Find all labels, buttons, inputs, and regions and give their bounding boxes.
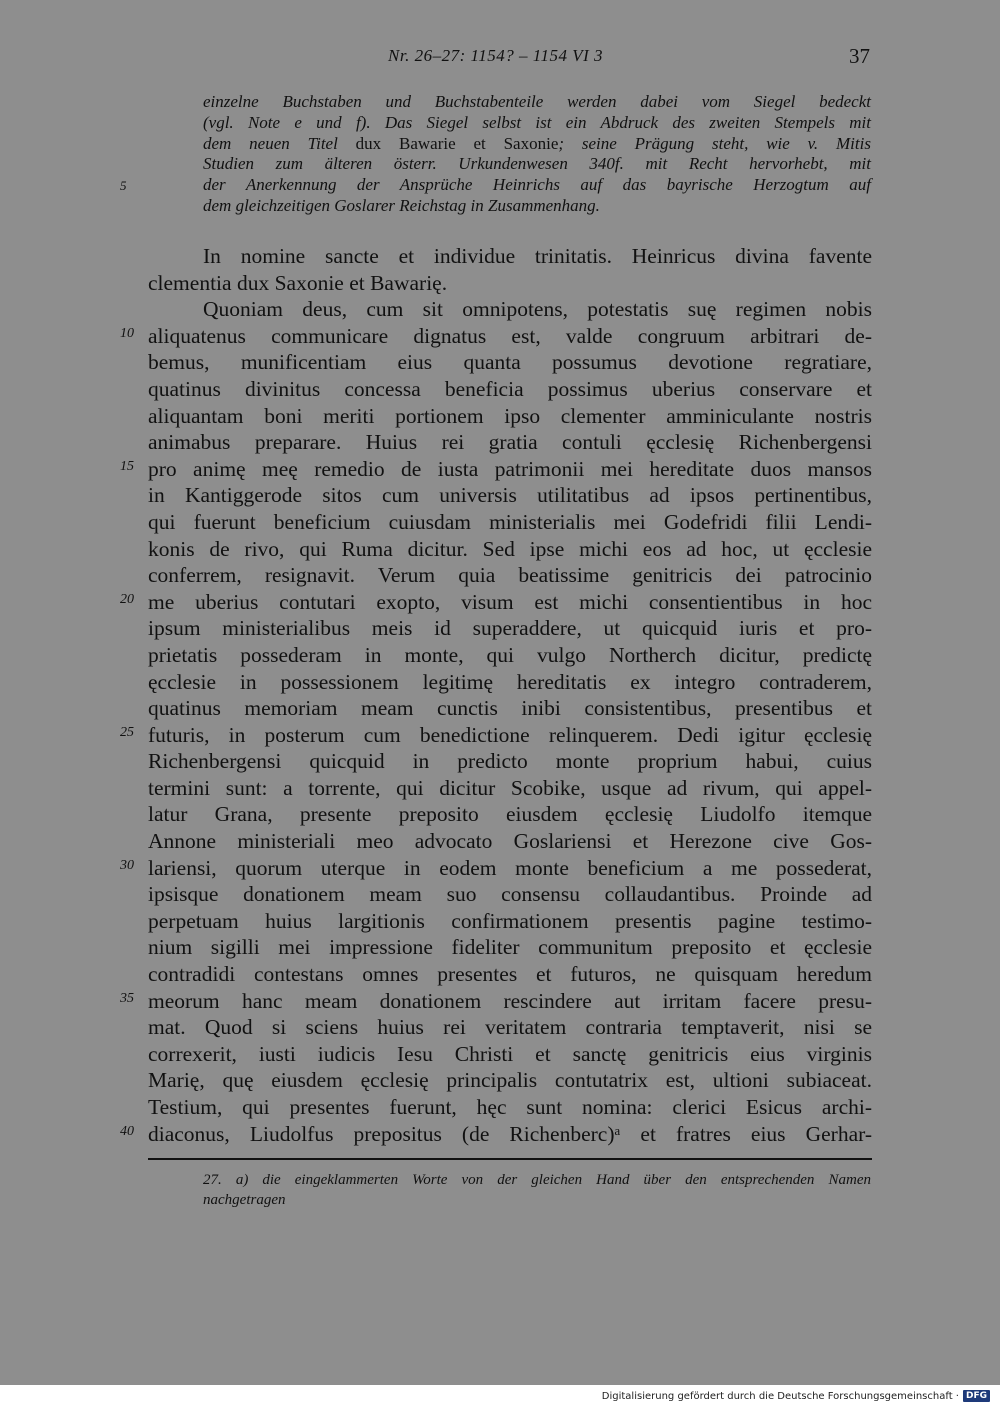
- text-line: quatinus memoriam meam cunctis inibi consistentibus, presentibus et: [148, 696, 872, 721]
- line-number: 20: [120, 592, 134, 607]
- text-line: clementia dux Saxonie et Bawarię.: [148, 270, 448, 295]
- text-line: futuris, in posterum cum benedictione relinquerem. Dedi igitur ęcclesię: [148, 722, 872, 747]
- page-number: 37: [849, 44, 870, 68]
- digitization-credit: [602, 1390, 990, 1402]
- text-line: conferrem, resignavit. Verum quia beatissime genitricis dei patrocinio: [148, 563, 872, 588]
- text-line: meorum hanc meam donationem rescindere aut irritam facere presu-: [148, 988, 872, 1013]
- text-line: lariensi, quorum uterque in eodem monte beneficium a me possederat,: [148, 855, 872, 880]
- footnote-line: 27. a) die eingeklammerten Worte von der gleichen Hand über den entsprechenden Namen: [203, 1172, 871, 1188]
- intro-line: dem neuen Titel dux Bawarie et Saxonie; seine Prägung steht, wie v. Mitis: [203, 133, 871, 153]
- text-line: Quoniam deus, cum sit omnipotens, potestatis suę regimen nobis: [203, 297, 872, 322]
- running-head: Nr. 26–27: 1154? – 1154 VI 3: [388, 46, 604, 65]
- line-number: 25: [120, 725, 134, 740]
- text-line: pro animę meę remedio de iusta patrimonii mei hereditate duos mansos: [148, 456, 872, 481]
- dfg-logo: DFG: [963, 1390, 990, 1402]
- text-line: Richenbergensi quicquid in predicto monte proprium habui, cuius: [148, 749, 872, 774]
- line-number: 30: [120, 858, 134, 873]
- text-line: Marię, quę eiusdem ęcclesię principalis contutatrix est, ultioni subiaceat.: [148, 1068, 872, 1093]
- text-line: mat. Quod si sciens huius rei veritatem contraria temptaverit, nisi se: [148, 1015, 872, 1040]
- intro-line-number: 5: [120, 178, 127, 193]
- text-line: ęcclesie in possessionem legitimę hereditatis ex integro contraderem,: [148, 669, 872, 694]
- text-line: termini sunt: a torrente, qui dicitur Scobike, usque ad rivum, qui appel-: [148, 775, 872, 800]
- text-line: correxerit, iusti iudicis Iesu Christi et sanctę genitricis eius virginis: [148, 1041, 872, 1066]
- text-line: quatinus divinitus concessa beneficia possimus uberius conservare et: [148, 376, 872, 401]
- text-line: Annone ministeriali meo advocato Goslariensi et Herezone cive Gos-: [148, 829, 872, 854]
- text-line: In nomine sancte et individue trinitatis. Heinricus divina favente: [203, 244, 872, 268]
- text-line: prietatis possederam in monte, qui vulgo Northerch dicitur, predictę: [148, 642, 872, 667]
- credit-text: Digitalisierung gefördert durch die Deutsche Forschungsgemeinschaft ·: [601, 1390, 959, 1402]
- line-number: 40: [120, 1124, 134, 1139]
- intro-line: (vgl. Note e und f). Das Siegel selbst ist ein Abdruck des zweiten Stempels mit: [203, 112, 871, 132]
- text-line: aliquantam boni meriti portionem ipso clementer amminiculante nostris: [148, 403, 872, 428]
- footnote-line: nachgetragen: [203, 1192, 286, 1208]
- text-line: bemus, munificentiam eius quanta possumus devotione regratiare,: [148, 350, 872, 375]
- intro-note: [203, 92, 871, 217]
- text-line: diaconus, Liudolfus prepositus (de Richenberc)ᵃ et fratres eius Gerhar-: [148, 1121, 872, 1146]
- text-line: ipsisque donationem meam suo consensu collaudantibus. Proinde ad: [148, 882, 872, 907]
- footnote-rule: [148, 1158, 872, 1160]
- text-line: contradidi contestans omnes presentes et futuros, ne quisquam heredum: [148, 962, 872, 987]
- text-line: Testium, qui presentes fuerunt, hęc sunt nomina: clerici Esicus archi-: [148, 1095, 872, 1119]
- text-line: perpetuam huius largitionis confirmationem presentis pagine testimo-: [148, 908, 872, 933]
- text-line: in Kantiggerode sitos cum universis utilitatibus ad ipsos pertinentibus,: [148, 483, 872, 508]
- page-header: [150, 44, 872, 74]
- line-number: 10: [120, 326, 134, 341]
- text-line: nium sigilli mei impressione fideliter communitum preposito et ęcclesie: [148, 935, 872, 960]
- text-line: aliquatenus communicare dignatus est, valde congruum arbitrari de-: [148, 323, 872, 348]
- line-number: 35: [120, 991, 134, 1006]
- text-line: me uberius contutari exopto, visum est michi consentientibus in hoc: [148, 589, 872, 614]
- intro-line: einzelne Buchstaben und Buchstabenteile werden dabei vom Siegel bedeckt: [203, 92, 871, 111]
- text-line: latur Grana, presente preposito eiusdem ęcclesię Liudolfo itemque: [148, 802, 872, 827]
- text-line: animabus preparare. Huius rei gratia contuli ęcclesię Richenbergensi: [148, 430, 872, 455]
- intro-line: der Anerkennung der Ansprüche Heinrichs auf das bayrische Herzogtum auf: [203, 175, 871, 195]
- charter-text: [148, 243, 872, 1147]
- footnote: [203, 1170, 871, 1210]
- text-line: ipsum ministerialibus meis id superaddere, ut quicquid iuris et pro-: [148, 616, 872, 641]
- intro-line: dem gleichzeitigen Goslarer Reichstag in Zusammenhang.: [203, 195, 600, 215]
- text-line: konis de rivo, qui Ruma dicitur. Sed ipse michi eos ad hoc, ut ęcclesie: [148, 536, 872, 561]
- text-line: qui fuerunt beneficium cuiusdam ministerialis mei Godefridi filii Lendi-: [148, 509, 872, 534]
- line-number: 15: [120, 459, 134, 474]
- intro-line: Studien zum älteren österr. Urkundenwesen 340f. mit Recht hervorhebt, mit: [203, 154, 871, 174]
